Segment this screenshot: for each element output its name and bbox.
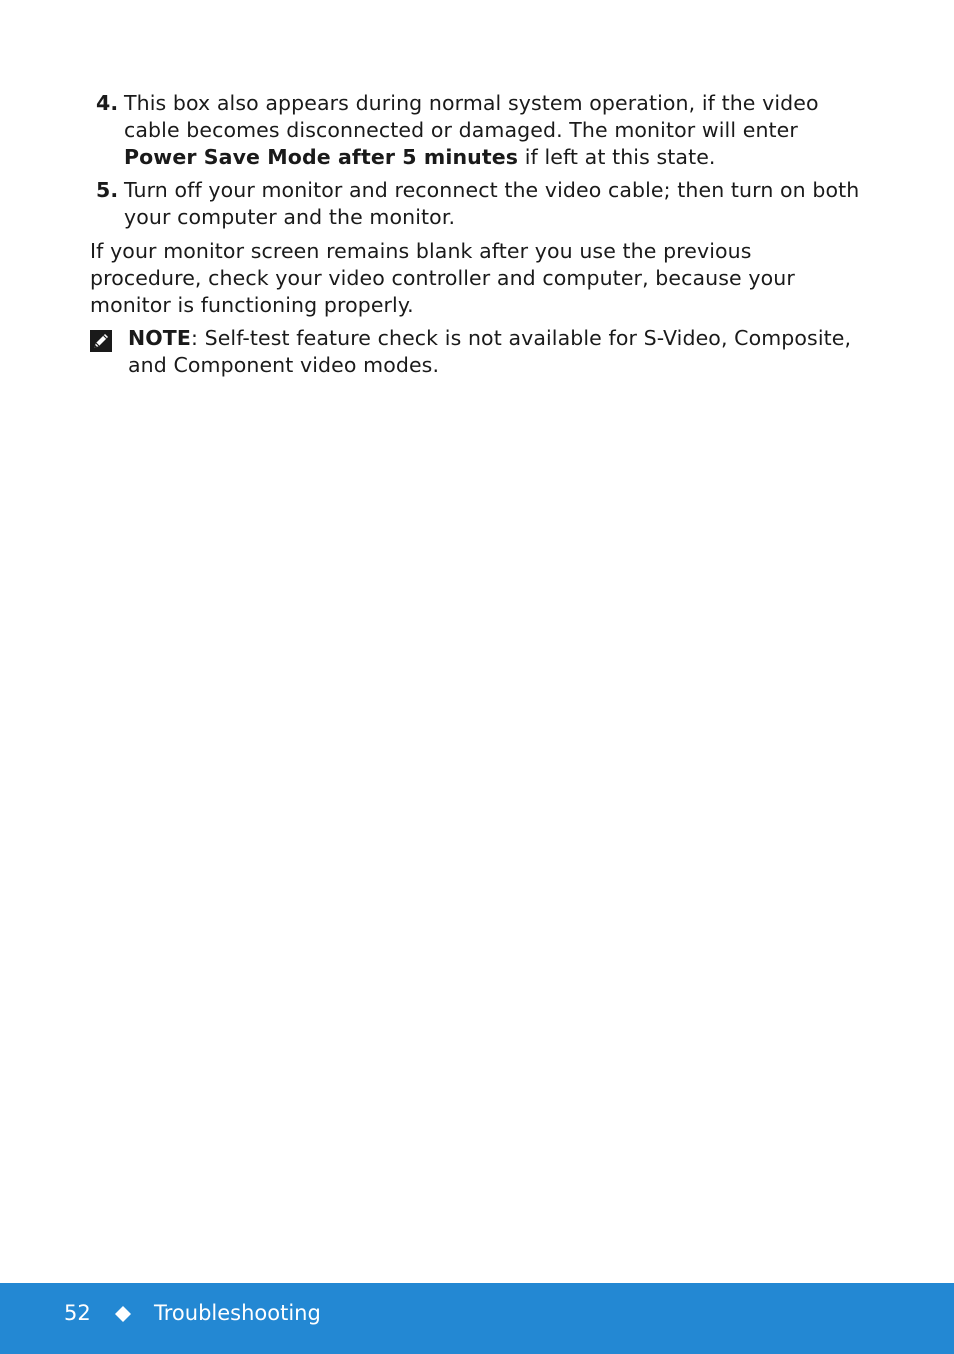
page-content bbox=[90, 90, 865, 379]
step-item-5 bbox=[90, 177, 865, 231]
page-number: 52 bbox=[64, 1301, 91, 1325]
note-block bbox=[90, 325, 865, 379]
step-bold-text: Power Save Mode after 5 minutes bbox=[124, 145, 519, 169]
step-text: This box also appears during normal system operation, if the video cable becomes disconnected or damaged. The monitor will enter bbox=[124, 91, 819, 142]
step-number: 5. bbox=[96, 178, 119, 202]
step-number: 4. bbox=[96, 91, 119, 115]
pencil-note-icon bbox=[90, 330, 112, 352]
body-paragraph: If your monitor screen remains blank after you use the previous procedure, check your video controller and computer, because your monitor is functioning properly. bbox=[90, 239, 795, 317]
step-item-4 bbox=[90, 90, 865, 171]
page-footer bbox=[0, 1283, 954, 1354]
diamond-icon bbox=[113, 1304, 133, 1324]
step-text: Turn off your monitor and reconnect the video cable; then turn on both your computer and the monitor. bbox=[124, 178, 860, 229]
note-label: NOTE bbox=[128, 326, 191, 350]
step-text-end: if left at this state. bbox=[518, 145, 716, 169]
section-title: Troubleshooting bbox=[154, 1301, 321, 1325]
note-text: : Self-test feature check is not available for S-Video, Composite, and Component video modes. bbox=[128, 326, 852, 377]
